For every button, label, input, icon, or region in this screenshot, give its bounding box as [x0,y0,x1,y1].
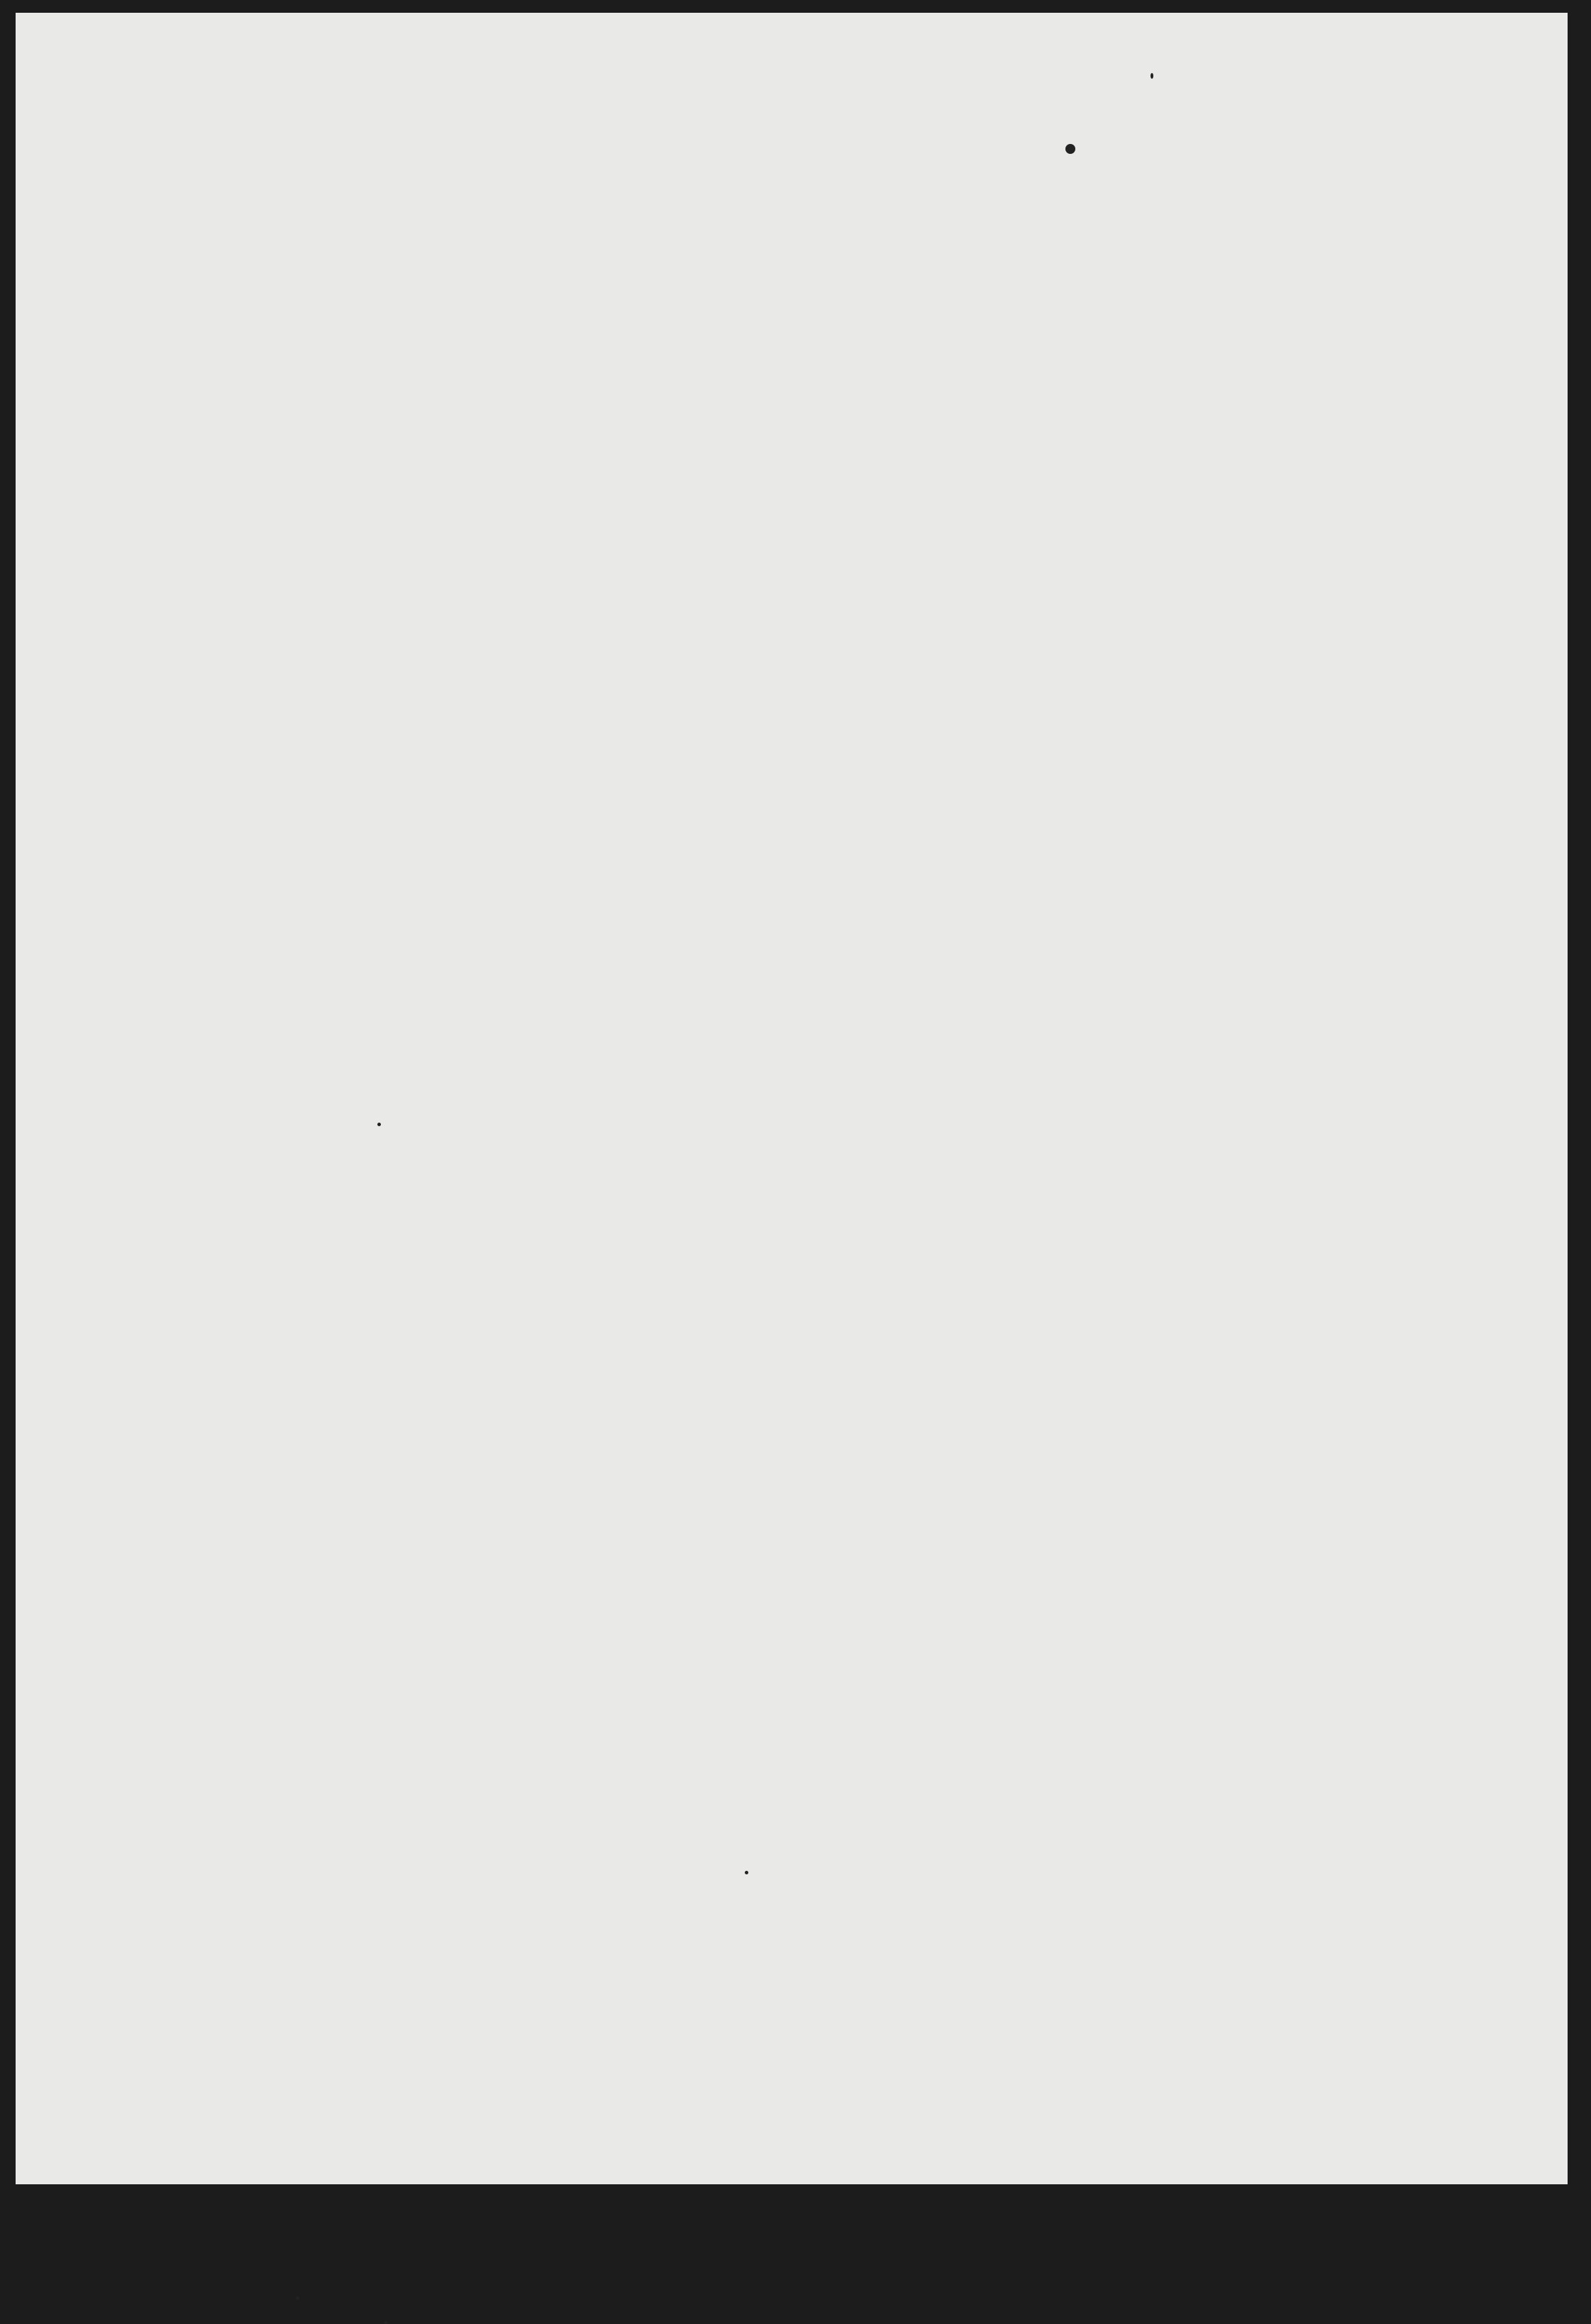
table-of-contents [413,413,1165,453]
dust-speck [1065,144,1075,154]
dust-speck [1151,73,1153,79]
dust-speck [296,2296,299,2300]
dust-speck [745,1871,748,1874]
ornamental-leaf-border [221,265,1349,2296]
book-page [16,13,1568,2184]
page-column-label [413,413,1165,453]
dust-speck [377,1123,381,1126]
dust-speck [384,2321,387,2324]
